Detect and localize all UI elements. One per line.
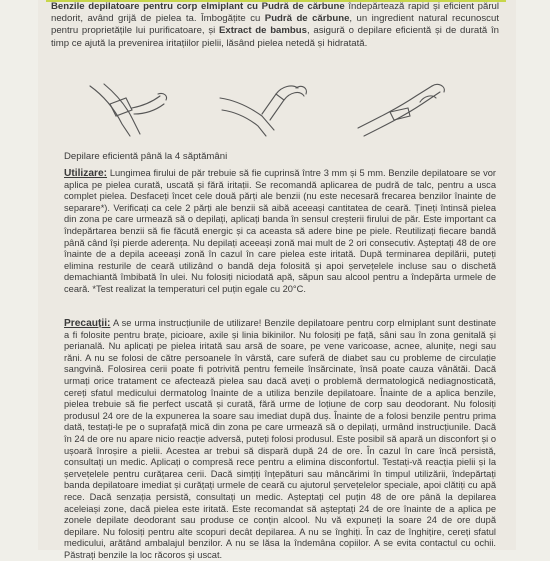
caution-text: A se urma instrucțiunile de utilizare! Benzile depilatoare pentru corp elmiplant sunt destinate a fi folosite pentru brațe, picioare, axile și linia bikinilor. Nu folosiți pe față, sâni sau în zona genitală și perianală. Nu aplicați pe pielea iritată sau arsă de soare, pe vene varicoase, acnee, alunițe, negi sau răni. A nu se folosi de către persoanele în vârstă, care suferă de diabet sau cu probleme de circulație sangvină. Folosirea cerii poate fi potrivită pentru femeile însărcinate, însă poate cauza vânătăi. Dacă urmați orice tratament ce afectează pielea sau dacă aveți o problemă dermatologică nediagnosticată, cereți sfatul medicului dermatolog înainte de a utiliza benzile depilatoare. Înainte de a aplica benzile, pielea trebuie să fie perfect uscată și curată, fără urme de loțiune de corp sau deodorant. Nu folosiți produsul 24 ore de la expunerea la soare sau imediat după duș. Înainte de a folosi benzile pentru prima dată, testați-le pe o suprafață mică din zona pe care urmează să o depilați, urmând instrucțiunile. Dacă în 24 de ore nu apare nicio reacție adversă, puteți folosi produsul. Este posibil să apară un disconfort și o ușoară înroșire a pielii. Acestea ar trebui să dispară după 24 de ore. În cazul în care încă persistă, consultați un medic. Aplicați o compresă rece pentru a elimina disconfortul. Testați-vă reacția pielii și la șervețelele pentru curățarea cerii. Dacă simțiți înțepături sau mâncărimi în timpul utilizării, îndepărtați banda depilatoare imediat și curățați urmele de ceară cu ajutorul șervețelelor speciale, apoi clătiți cu apă rece. Dacă senzația persistă, consultați un medic. Așteptați cel puțin 48 de ore până la depilarea aceleiași zone, dacă pielea este iritată. Este recomandat să așteptați 24 de ore înainte de a aplica pe zonele depilate deodorant sau produse ce conțin alcool. Nu vă expuneți la soare 24 de ore după depilare. Nu folosiți pentru alte scopuri decât depilarea. A nu se înghiți. În caz de înghițire, cereți sfatul medicului, arătând ambalajul benzilor. A nu se lăsa la îndemâna copiilor. A se evita contactul cu ochii. Păstrați benzile la loc răcoros și uscat. xyxy=(64,318,496,560)
leg-strip-apply-icon xyxy=(70,78,180,140)
product-description: Benzile depilatoare pentru corp elmiplant cu Pudră de cărbune îndepărtează rapid și eficient părul nedorit, având grijă de pielea ta. Îmbogățite cu Pudră de cărbune, un ingredient natural recunoscut pentru proprietățile lui purificatoare, și Extract de bambus, asigură o depilare eficientă și de durată în timp ce ajută la prevenirea iritațiilor pielii, lăsând pielea netedă și hidratată. xyxy=(51,1,499,49)
usage-illustrations xyxy=(70,78,490,140)
usage-heading: Utilizare: xyxy=(64,168,108,179)
tagline: Depilare eficientă până la 4 săptămâni xyxy=(64,151,228,162)
usage-text: Lungimea firului de păr trebuie să fie cuprinsă între 3 mm și 5 mm. Benzile depilatoare se vor aplica pe pielea curată, uscată și fără iritații. Se recomandă aplicarea de pudră de talc, pentru a usca complet pielea. Desfaceți încet cele două părți ale benzii (nu este necesară frecarea benzilor înainte de separare*). Verificați ca cele 2 părți ale benzii să aibă aceeași cantitatea de ceară. Țineți întinsă pielea din zona pe care urmează să o depilați, aplicați banda în sensul creșterii firului de păr. Este important ca îndepărtarea benzii să fie făcută energic și ca aceasta să adere bine pe piele. Reutilizați fiecare bandă până când își pierde aderența. Nu depilați aceeași zonă mai mult de 2 ori consecutiv. Așteptați 48 de ore înainte de a depila aceeași zonă în cazul în care pielea este iritată. După terminarea depilării, puteți elimina resturile de ceară utilizând o bandă deja folosită și apoi șervețelele incluse sau o dischetă demachiantă îmbibată în ulei. Nu folosiți niciodată apă, săpun sau alcool pentru a îndepărta urmele de ceară. *Test realizat la temperaturi cel puțin egale cu 20°C. xyxy=(64,168,496,294)
leg-strip-pull-icon xyxy=(210,78,320,140)
leg-smooth-result-icon xyxy=(350,78,460,140)
usage-section xyxy=(64,168,496,296)
caution-heading: Precauții: xyxy=(64,318,111,329)
caution-section xyxy=(64,318,496,561)
